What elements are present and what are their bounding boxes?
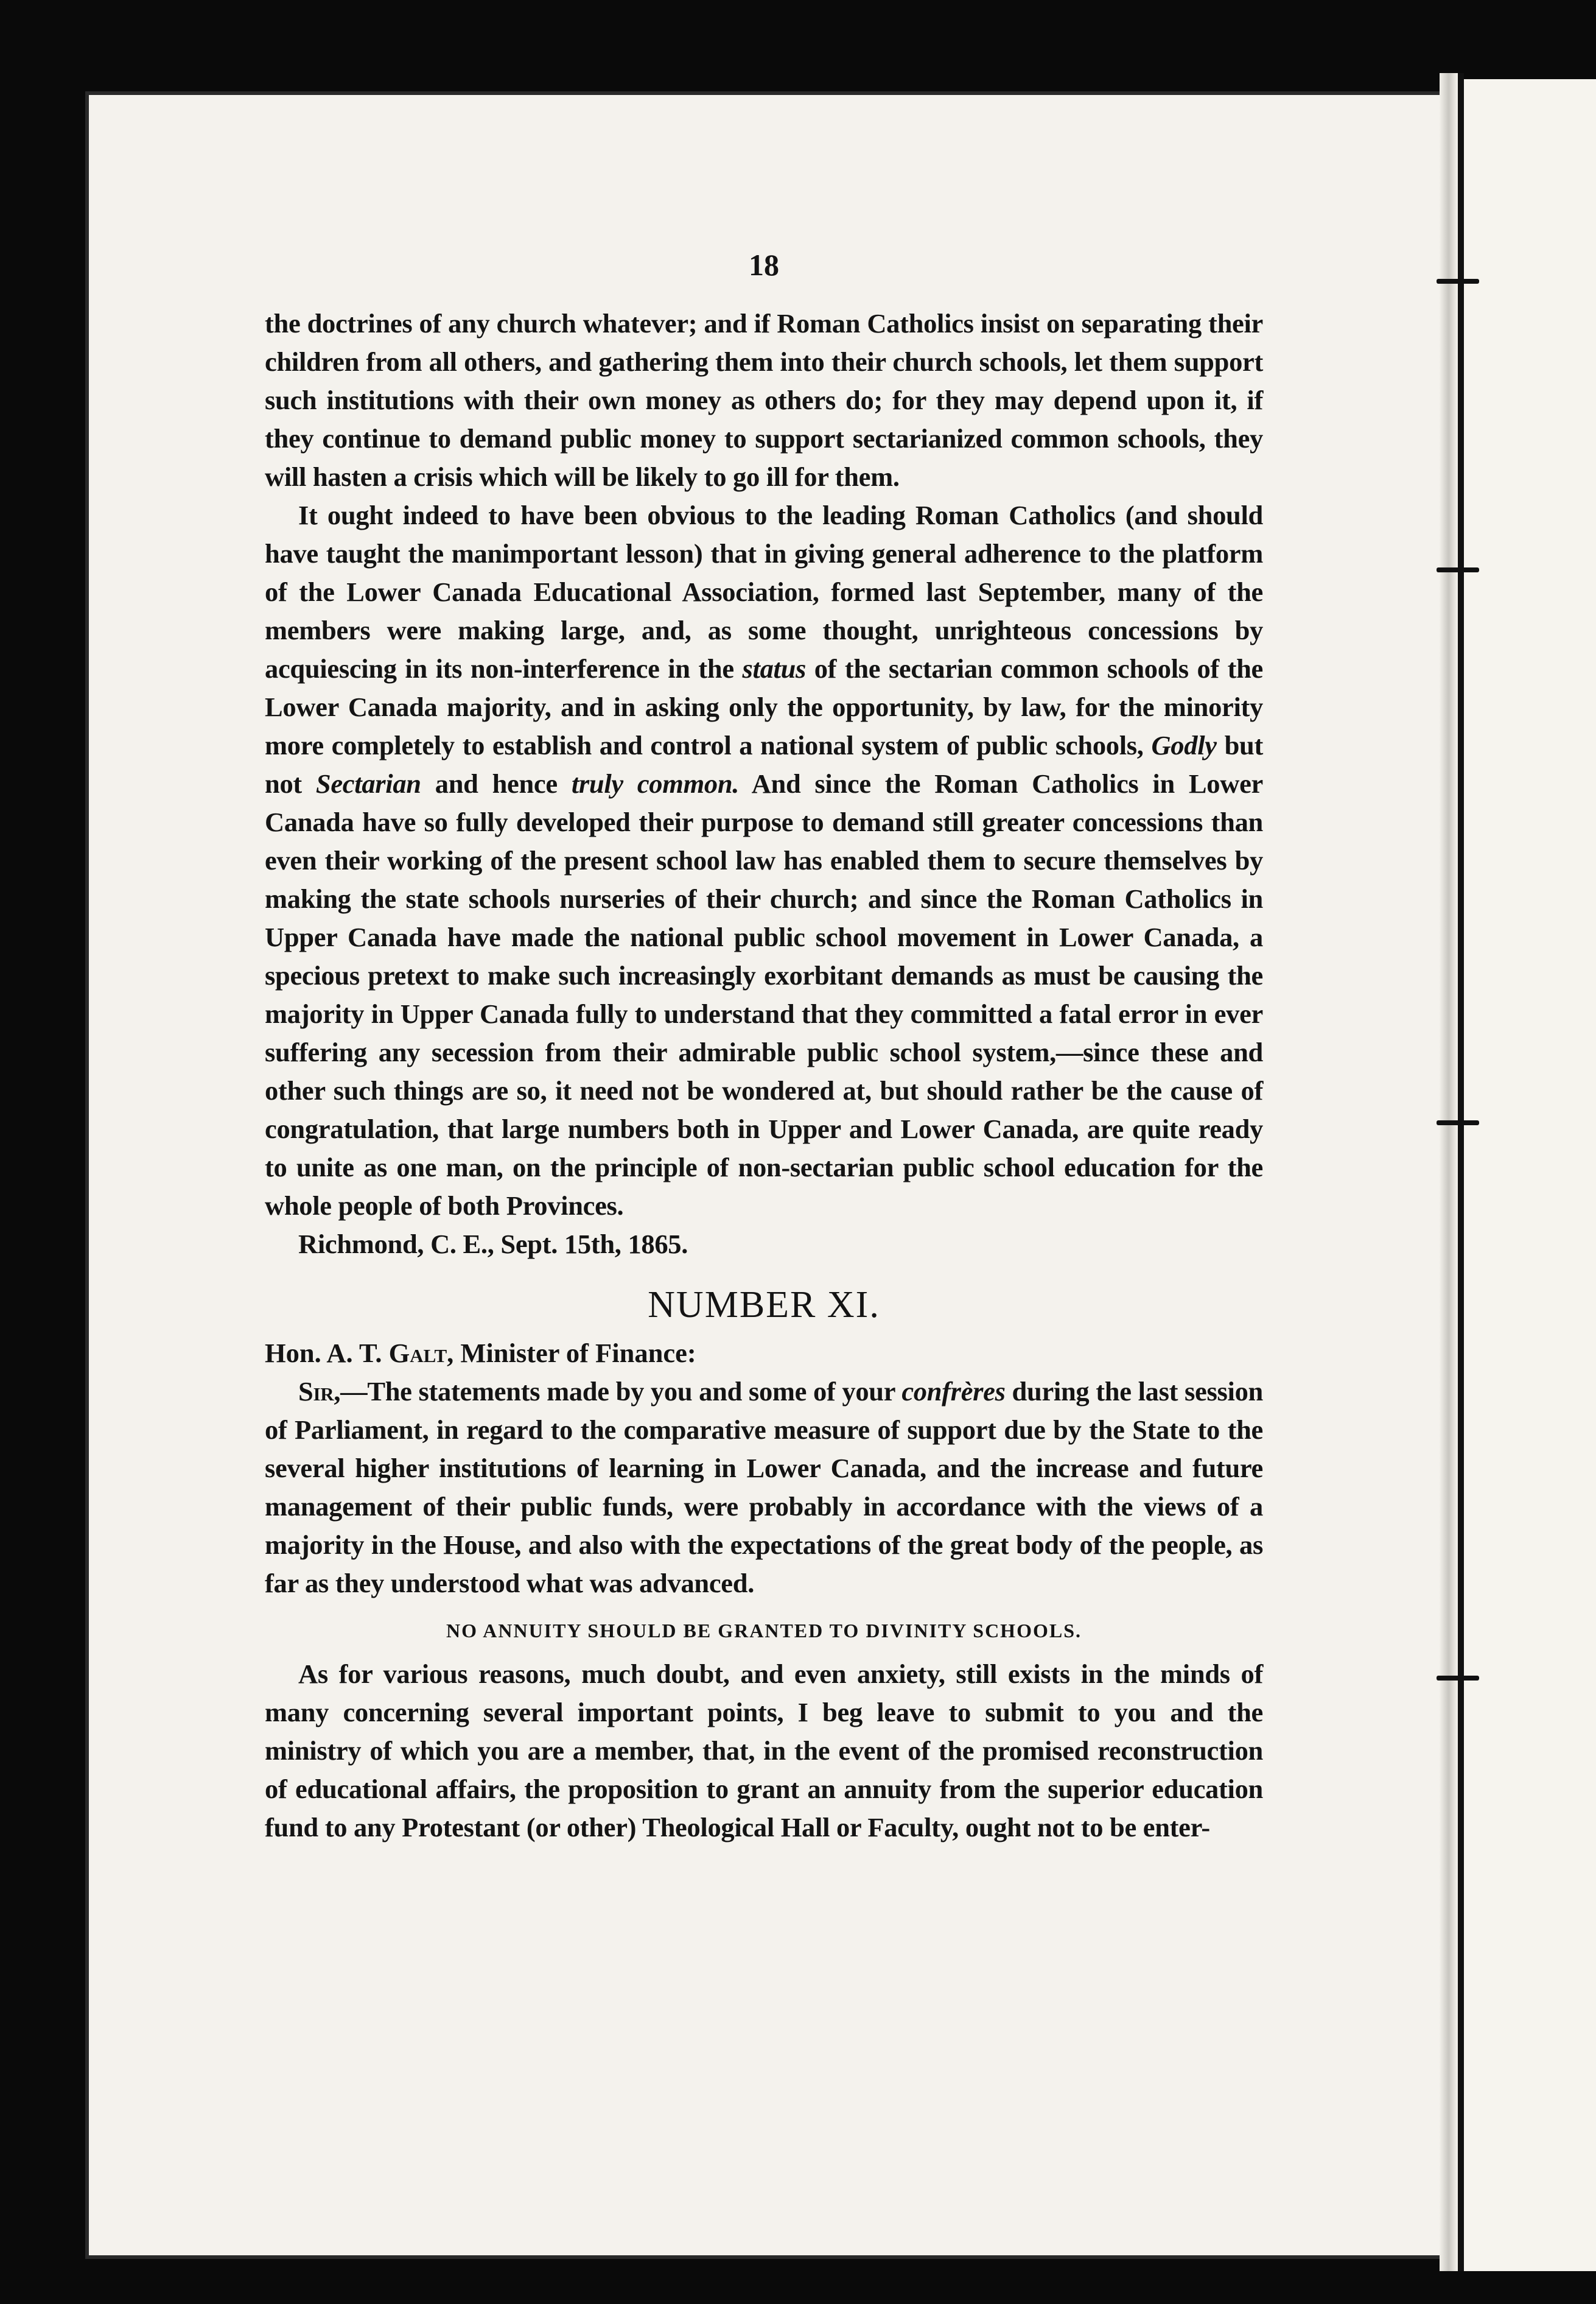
emphasis-truly-common: truly common. (571, 768, 740, 799)
text-run: of the sectarian common schools of the Lower Canada majority, and in asking only the opportunity, by law, for the minority more completely to establish and control a national system of public schools, (265, 653, 1263, 760)
page-edge (1440, 73, 1458, 2271)
paragraph-statements (265, 1372, 1263, 1603)
addressee (265, 1334, 1263, 1372)
binding-mark (1437, 1676, 1479, 1681)
addressee-prefix: Hon. A. T. (265, 1338, 389, 1368)
page-number: 18 (749, 248, 779, 282)
subheading: NO ANNUITY SHOULD BE GRANTED TO DIVINITY SCHOOLS. (446, 1620, 1082, 1642)
paragraph-annuity: As for various reasons, much doubt, and even anxiety, still exists in the minds of many concerning several important points, I beg leave to submit to you and the ministry of which you are a member, that, in the event of the promised reconstruction of educational affairs, the proposition to grant an annuity from the superior education fund to any Protestant (or other) Theological Hall or Faculty, ought not to be enter- (265, 1659, 1263, 1842)
paragraph-roman-catholics (265, 496, 1263, 1225)
text-run: and hence (421, 768, 572, 799)
page-content (265, 237, 1263, 1847)
binding-mark (1437, 1120, 1479, 1125)
text-run: during the last session of Parliament, in regard to the comparative measure of support due by the State to the several higher institutions of learning in Lower Canada, and the increase and future management of their public funds, were probably in accordance with the views of a majority in the House, and also with the expectations of the great body of the people, as far as they understood what was advanced. (265, 1376, 1264, 1598)
salutation: Sir (298, 1376, 334, 1407)
emphasis-sectarian: Sectarian (315, 768, 421, 799)
addressee-suffix: , Minister of Finance: (447, 1338, 696, 1368)
facing-page-strip (1464, 79, 1596, 2271)
text-run: And since the Roman Catholics in Lower Canada have so fully developed their purpose to demand still greater concessions than even their working of the present school law has enabled them to secure themselves by making the state schools nurseries of their church; and since the Roman Catholics in Upper Canada have made the national public school movement in Lower Canada, a specious pretext to make such increasingly exorbitant demands as must be causing the majority in Upper Canada fully to understand that they committed a fatal error in ever suffering any secession from their admirable public school system,—since these and other such things are so, it need not be wondered at, but should rather be the cause of congratulation, that large numbers both in Upper and Lower Canada, are quite ready to unite as one man, on the principle of non-sectarian public school education for the whole people of both Provinces. (265, 768, 1263, 1221)
text-run: ,—The statements made by you and some of your (334, 1376, 902, 1407)
binding-mark (1437, 279, 1479, 284)
emphasis-status: status (742, 653, 807, 684)
binding-line (1458, 73, 1464, 2271)
dateline: Richmond, C. E., Sept. 15th, 1865. (298, 1229, 688, 1259)
emphasis-confreres: confrères (901, 1376, 1006, 1407)
addressee-name: Galt (388, 1338, 447, 1368)
text-run: but not (265, 730, 1263, 799)
binding-mark (1437, 567, 1479, 572)
section-title: NUMBER XI. (648, 1284, 880, 1326)
emphasis-godly: Godly (1151, 730, 1217, 760)
text-run: It ought indeed to have been obvious to the leading Roman Catholics (and should have taught the manimportant lesson) that in giving general adherence to the platform of the Lower Canada Educational Association, formed last September, many of the members were making large, and, as some thought, unrighteous concessions by acquiescing in its non-interference in the (265, 500, 1263, 684)
paragraph-continuation: the doctrines of any church whatever; and if Roman Catholics insist on separating their children from all others, and gathering them into their church schools, let them support such institutions with their own money as others do; for they may depend upon it, if they continue to demand public money to support sectarianized common schools, they will hasten a crisis which will be likely to go ill for them. (265, 308, 1263, 492)
